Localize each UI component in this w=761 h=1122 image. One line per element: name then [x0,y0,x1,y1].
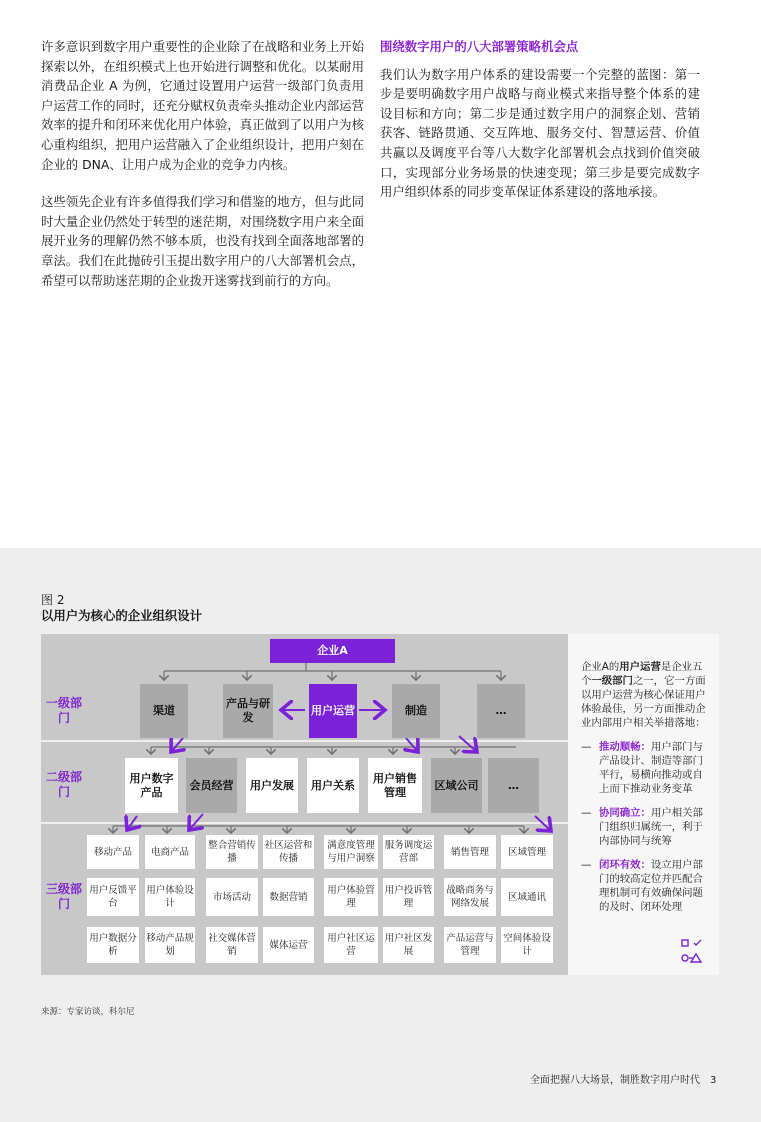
workflow-icon [681,938,703,964]
dept-l2-item: 用户关系 [307,758,359,813]
item-text: 用户部门与产品设计、制造等部门平行，易横向推动或自上而下推动业务变革 [599,741,703,795]
right-column [380,37,700,220]
dept-l3-item: 用户社区发展 [383,927,434,963]
org-chart [41,634,568,975]
side-note-intro [581,660,707,730]
intro-bold: 用户运营 [619,661,661,673]
dept-l2-item: … [488,758,539,813]
page-footer [530,1071,716,1086]
dept-l3-item: 服务调度运营部 [383,835,434,869]
intro-text: 企业A的 [581,661,620,673]
dept-l3-item: 用户体验设计 [145,878,195,916]
dept-l3-item: 区域管理 [501,835,553,869]
dept-l3-item: 移动产品 [87,835,139,869]
dept-l3-item: 媒体运营 [263,927,314,963]
dept-l1-more: … [477,684,525,738]
side-note-item [581,858,707,914]
dash-icon: — [581,807,592,819]
dept-l2-item: 用户销售管理 [368,758,422,813]
intro-text: 之一，它一方面以用户运营为核心保证用户体验最佳，另一方面推动企业内部用户相关举措落地： [581,675,706,729]
intro-text: 是企业五个 [581,661,703,687]
dept-l3-item: 用户反馈平台 [87,878,139,916]
item-keyword: 推动顺畅： [599,741,651,753]
intro-bold: 一级部门 [591,675,633,687]
dept-l3-item: 社交媒体营销 [206,927,258,963]
dept-l3-item: 满意度管理与用户洞察 [324,835,378,869]
dept-l2-item: 会员经营 [186,758,237,813]
dept-l3-item: 用户数据分析 [87,927,139,963]
dept-l3-item: 空间体验设计 [501,927,553,963]
top-node-company: 企业A [270,639,395,663]
footer-title: 全面把握八大场景，制胜数字用户时代 [530,1075,700,1086]
dept-l3-item: 用户投诉管理 [383,878,434,916]
dept-l3-item: 数据营销 [263,878,314,916]
left-paragraph-1: 许多意识到数字用户重要性的企业除了在战略和业务上开始探索以外，在组织模式上也开始进行调整和优化。以某耐用消费品企业 A 为例，它通过设置用户运营一级部门负责用户运营工作的同时，还充分赋权负责牵头推动企业内部运营效率的提升和闭环来优化用户体验，真正做到了以用户为核心重构组织，把用户运营融入了企业组织设计，把用户刻在企业的 DNA、让用户成为企业的竞争力内核。 [41,39,364,172]
dept-l3-item: 用户社区运营 [324,927,378,963]
dept-l3-item: 市场活动 [206,878,258,916]
dept-l3-item: 电商产品 [145,835,195,869]
dept-l3-item: 社区运营和传播 [263,835,314,869]
dash-icon: — [581,859,592,871]
dept-l3-item: 区域通讯 [501,878,553,916]
level-label-3: 三级部门 [45,882,82,911]
level-label-2: 二级部门 [45,770,82,799]
item-text: 用户相关部门组织归属统一，利于内部协同与统筹 [599,807,703,847]
dept-l3-item: 战略商务与网络发展 [444,878,496,916]
item-keyword: 闭环有效： [599,859,651,871]
item-keyword: 协同确立： [599,807,651,819]
side-note-item [581,806,707,848]
dept-l3-item: 移动产品规划 [145,927,195,963]
left-paragraph-2: 这些领先企业有许多值得我们学习和借鉴的地方，但与此同时大量企业仍然处于转型的迷茫期，对围绕数字用户来全面展开业务的理解仍然不够本质，也没有找到全面落地部署的章法。我们在此抛砖引玉提出数字用户的八大部署机会点，希望可以帮助迷茫期的企业拨开迷雾找到前行的方向。 [41,194,364,288]
dept-l1-user-ops: 用户运营 [309,684,357,738]
left-column [41,37,364,308]
dept-l2-item: 用户数字产品 [125,758,178,813]
figure-title: 以用户为核心的企业组织设计 [41,608,203,623]
figure-label: 图 2 [41,593,65,607]
dept-l1-channel: 渠道 [140,684,188,738]
source-note: 来源：专家访谈，科尔尼 [41,1007,135,1017]
dept-l3-item: 销售管理 [444,835,496,869]
item-text: 设立用户部门的较高定位并匹配合理机制可有效确保问题的及时、闭环处理 [599,859,703,913]
side-note [581,660,707,924]
right-paragraph: 我们认为数字用户体系的建设需要一个完整的蓝图：第一步是要明确数字用户战略与商业模式来指导整个体系的建设目标和方向；第二步是通过数字用户的洞察企划、营销获客、链路贯通、交互阵地、服务交付、智慧运营、价值共赢以及调度平台等八大数字化部署机会点找到价值突破口，实现部分业务场景的快速变现；第三步是要完成数字用户组织体系的同步变革保证体系建设的落地承接。 [380,66,700,200]
section-title: 围绕数字用户的八大部署策略机会点 [380,39,579,54]
dept-l1-product-rd: 产品与研发 [223,684,273,738]
dept-l2-item: 用户发展 [246,758,298,813]
dept-l3-item: 产品运营与管理 [444,927,496,963]
page-number: 3 [710,1075,717,1086]
dept-l2-item: 区域公司 [431,758,482,813]
dept-l3-item: 整合营销传播 [206,835,258,869]
side-note-item [581,740,707,796]
dash-icon: — [581,741,592,753]
dept-l3-item: 用户体验管理 [324,878,378,916]
dept-l1-manufacturing: 制造 [392,684,440,738]
level-label-1: 一级部门 [45,696,82,725]
